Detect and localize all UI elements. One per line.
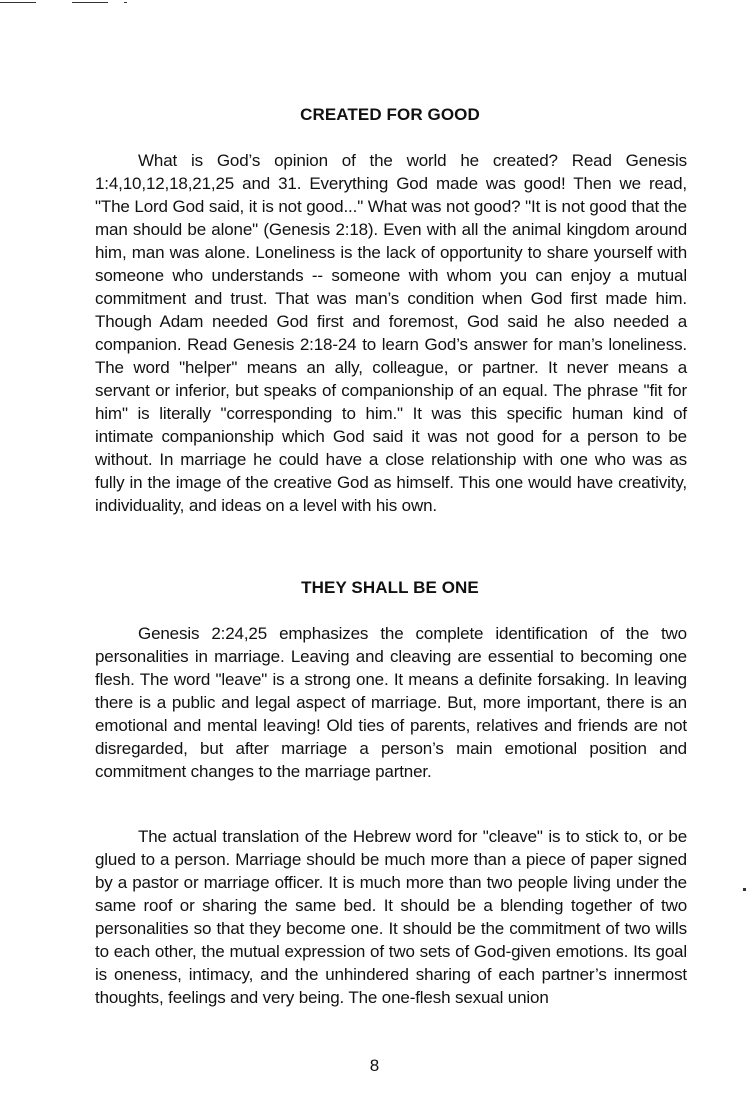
paragraph-hebrew-cleave: The actual translation of the Hebrew word for "cleave" is to stick to, or be glued to a person. Marriage should be much more than a piece of paper signed by a pastor or marriage officer. It is much more than two people living under the same roof or sharing the same bed. It should be a blending together of two personalities so that they become one. It should be the commitment of two wills to each other, the mutual expression of two sets of God-given emotions. Its goal is oneness, intimacy, and the unhindered sharing of each partner’s innermost thoughts, feelings and very being. The one-flesh sexual union	[95, 827, 687, 1007]
page-number: 8	[369, 1056, 380, 1075]
scan-artifact-line	[0, 2, 36, 3]
scan-artifact-dot	[743, 888, 746, 891]
paragraph-created-for-good: What is God’s opinion of the world he created? Read Genesis 1:4,10,12,18,21,25 and 31. Everything God made was good! Then we read, "The Lord God said, it is not good..." What was not good? "It is not good that the man should be alone" (Genesis 2:18). Even with all the animal kingdom around him, man was alone. Loneliness is the lack of opportunity to share yourself with someone who understands -- someone with whom you can enjoy a mutual commitment and trust. That was man’s condition when God first made him. Though Adam needed God first and foremost, God said he also needed a companion. Read Genesis 2:18-24 to learn God’s answer for man’s loneliness. The word "helper" means an ally, colleague, or partner. It never means a servant or inferior, but speaks of companionship of an equal. The phrase "fit for him" is literally "corresponding to him." It was this specific human kind of intimate companionship which God said it was not good for a person to be without. In marriage he could have a close relationship with one who was as fully in the image of the creative God as himself. This one would have creativity, individuality, and ideas on a level with his own.	[95, 151, 687, 515]
scan-artifact-dot	[124, 2, 127, 3]
section-heading-created-for-good: CREATED FOR GOOD	[300, 105, 480, 124]
scan-artifact-line	[72, 2, 108, 3]
section-heading-they-shall-be-one: THEY SHALL BE ONE	[301, 578, 479, 597]
paragraph-leaving-and-cleaving: Genesis 2:24,25 emphasizes the complete identification of the two personalities in marriage. Leaving and cleaving are essential to becoming one flesh. The word "leave" is a strong one. It means a definite forsaking. In leaving there is a public and legal aspect of marriage. But, more important, there is an emotional and mental leaving! Old ties of parents, relatives and friends are not disregarded, but after marriage a person’s main emotional position and commitment changes to the marriage partner.	[95, 624, 687, 781]
